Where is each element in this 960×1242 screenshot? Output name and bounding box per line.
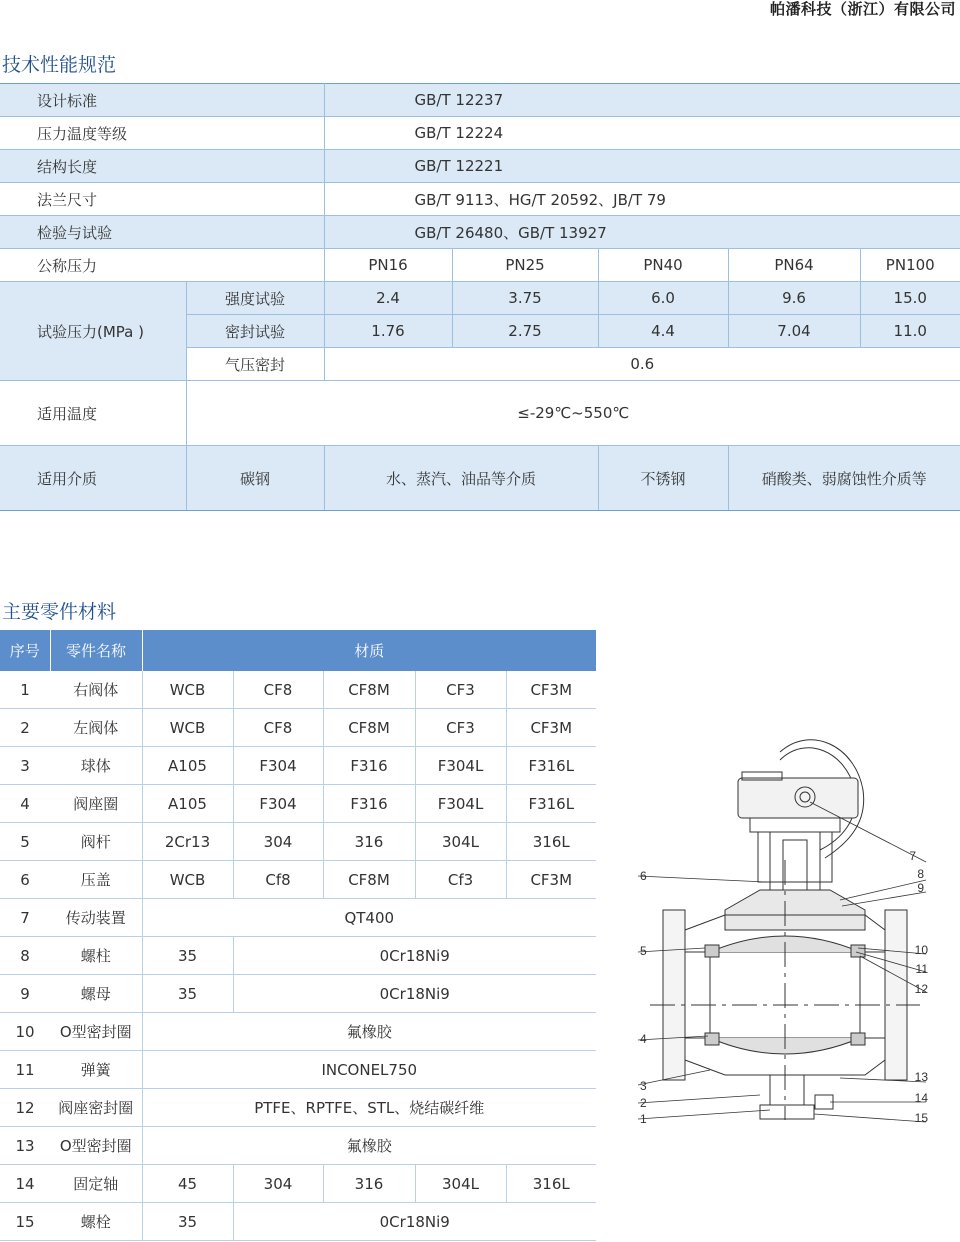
- callout-5: 5: [640, 944, 647, 958]
- part-material: 316: [323, 1165, 415, 1203]
- part-name: 固定轴: [50, 1165, 142, 1203]
- part-material: F304L: [415, 785, 506, 823]
- part-material: WCB: [142, 861, 233, 899]
- part-material: CF8M: [323, 671, 415, 709]
- ball-valve-diagram: [630, 740, 928, 1150]
- part-name: 传动装置: [50, 899, 142, 937]
- strength-label: 强度试验: [186, 282, 324, 315]
- strength-value: 6.0: [598, 282, 728, 315]
- callout-3: 3: [640, 1079, 647, 1093]
- callout-1: 1: [640, 1112, 647, 1126]
- part-material: WCB: [142, 671, 233, 709]
- part-name: 螺柱: [50, 937, 142, 975]
- part-no: 1: [0, 671, 50, 709]
- table-row: [0, 1127, 596, 1165]
- spec-value: GB/T 9113、HG/T 20592、JB/T 79: [324, 183, 960, 216]
- table-row: [0, 975, 596, 1013]
- part-name: 螺母: [50, 975, 142, 1013]
- part-material: 304L: [415, 1165, 506, 1203]
- table-row: [0, 1203, 596, 1241]
- spec-row: [0, 84, 960, 117]
- part-name: O型密封圈: [50, 1127, 142, 1165]
- spec-value: GB/T 26480、GB/T 13927: [324, 216, 960, 249]
- part-no: 8: [0, 937, 50, 975]
- carbon-steel: 碳钢: [186, 446, 324, 511]
- temperature-label: 适用温度: [0, 381, 186, 446]
- part-no: 7: [0, 899, 50, 937]
- table-row: [0, 709, 596, 747]
- test-pressure-label: 试验压力(MPa ): [0, 282, 186, 381]
- part-no: 6: [0, 861, 50, 899]
- part-material: A105: [142, 785, 233, 823]
- part-material: CF8M: [323, 709, 415, 747]
- part-material: 氟橡胶: [142, 1127, 596, 1165]
- strength-value: 15.0: [860, 282, 960, 315]
- strength-value: 9.6: [728, 282, 860, 315]
- part-material: INCONEL750: [142, 1051, 596, 1089]
- table-row: [0, 671, 596, 709]
- parts-section-title: 主要零件材料: [2, 601, 117, 623]
- part-material: CF3: [415, 671, 506, 709]
- seal-value: 11.0: [860, 315, 960, 348]
- part-material: CF3: [415, 709, 506, 747]
- medium-label: 适用介质: [0, 446, 186, 511]
- part-material: 316L: [506, 823, 596, 861]
- part-name: 阀杆: [50, 823, 142, 861]
- pressure-row: [0, 249, 960, 282]
- part-no: 14: [0, 1165, 50, 1203]
- part-material: QT400: [142, 899, 596, 937]
- part-material: Cf3: [415, 861, 506, 899]
- temperature-value: ≤-29℃~550℃: [186, 381, 960, 446]
- seal-value: 4.4: [598, 315, 728, 348]
- spec-value: GB/T 12224: [324, 117, 960, 150]
- part-material: 0Cr18Ni9: [233, 937, 596, 975]
- spec-label: 结构长度: [0, 150, 324, 183]
- part-material: CF8: [233, 709, 323, 747]
- callout-12: 12: [914, 982, 928, 996]
- header-no: 序号: [0, 630, 50, 671]
- part-material: CF3M: [506, 709, 596, 747]
- strength-value: 3.75: [452, 282, 598, 315]
- part-material: 35: [142, 937, 233, 975]
- part-material: 氟橡胶: [142, 1013, 596, 1051]
- part-no: 10: [0, 1013, 50, 1051]
- part-material: 304: [233, 823, 323, 861]
- part-no: 3: [0, 747, 50, 785]
- table-row: [0, 1089, 596, 1127]
- table-row: [0, 899, 596, 937]
- air-value: 0.6: [324, 348, 960, 381]
- callout-10: 10: [914, 943, 928, 957]
- part-no: 2: [0, 709, 50, 747]
- callout-6: 6: [640, 869, 647, 883]
- callout-9: 9: [917, 881, 924, 895]
- spec-row: [0, 183, 960, 216]
- spec-label: 法兰尺寸: [0, 183, 324, 216]
- spec-label: 设计标准: [0, 84, 324, 117]
- callout-7: 7: [909, 849, 916, 863]
- spec-value: GB/T 12237: [324, 84, 960, 117]
- seal-label: 密封试验: [186, 315, 324, 348]
- part-material: 45: [142, 1165, 233, 1203]
- part-material: 304L: [415, 823, 506, 861]
- part-no: 12: [0, 1089, 50, 1127]
- part-no: 15: [0, 1203, 50, 1241]
- spec-label: 压力温度等级: [0, 117, 324, 150]
- part-material: 0Cr18Ni9: [233, 975, 596, 1013]
- seal-value: 2.75: [452, 315, 598, 348]
- part-material: F316L: [506, 785, 596, 823]
- carbon-media: 水、蒸汽、油品等介质: [324, 446, 598, 511]
- callout-13: 13: [914, 1070, 928, 1084]
- part-material: 316L: [506, 1165, 596, 1203]
- air-label: 气压密封: [186, 348, 324, 381]
- part-material: 35: [142, 1203, 233, 1241]
- table-row: [0, 1051, 596, 1089]
- spec-row: [0, 117, 960, 150]
- part-no: 5: [0, 823, 50, 861]
- table-row: [0, 747, 596, 785]
- medium-row: [0, 446, 960, 511]
- part-material: F304: [233, 785, 323, 823]
- spec-table: [0, 83, 960, 511]
- stainless-steel: 不锈钢: [598, 446, 728, 511]
- part-material: 0Cr18Ni9: [233, 1203, 596, 1241]
- part-material: F304L: [415, 747, 506, 785]
- callout-8: 8: [917, 867, 924, 881]
- part-no: 4: [0, 785, 50, 823]
- part-material: PTFE、RPTFE、STL、烧结碳纤维: [142, 1089, 596, 1127]
- pressure-label: 公称压力: [0, 249, 324, 282]
- callout-11: 11: [915, 962, 928, 976]
- table-row: [0, 823, 596, 861]
- pressure-value: PN64: [728, 249, 860, 282]
- part-material: 304: [233, 1165, 323, 1203]
- table-row: [0, 1165, 596, 1203]
- part-name: 阀座密封圈: [50, 1089, 142, 1127]
- parts-table: [0, 630, 596, 1241]
- strength-row: [0, 282, 960, 315]
- part-name: 阀座圈: [50, 785, 142, 823]
- part-name: 螺栓: [50, 1203, 142, 1241]
- part-material: A105: [142, 747, 233, 785]
- part-name: 左阀体: [50, 709, 142, 747]
- part-material: 35: [142, 975, 233, 1013]
- part-material: CF8M: [323, 861, 415, 899]
- seal-value: 7.04: [728, 315, 860, 348]
- spec-value: GB/T 12221: [324, 150, 960, 183]
- pressure-value: PN40: [598, 249, 728, 282]
- part-material: F304: [233, 747, 323, 785]
- seal-value: 1.76: [324, 315, 452, 348]
- part-material: CF8: [233, 671, 323, 709]
- spec-section-title: 技术性能规范: [2, 54, 117, 76]
- table-row: [0, 861, 596, 899]
- table-row: [0, 1013, 596, 1051]
- part-material: F316L: [506, 747, 596, 785]
- part-name: 球体: [50, 747, 142, 785]
- part-material: WCB: [142, 709, 233, 747]
- part-name: 右阀体: [50, 671, 142, 709]
- part-material: CF3M: [506, 861, 596, 899]
- pressure-value: PN25: [452, 249, 598, 282]
- part-material: 316: [323, 823, 415, 861]
- callout-14: 14: [914, 1091, 928, 1105]
- temperature-row: [0, 381, 960, 446]
- part-material: F316: [323, 747, 415, 785]
- part-material: F316: [323, 785, 415, 823]
- table-row: [0, 937, 596, 975]
- table-row: [0, 785, 596, 823]
- header-name: 零件名称: [50, 630, 142, 671]
- callout-4: 4: [640, 1032, 647, 1046]
- spec-label: 检验与试验: [0, 216, 324, 249]
- header-material: 材质: [142, 630, 596, 671]
- part-material: CF3M: [506, 671, 596, 709]
- part-name: 弹簧: [50, 1051, 142, 1089]
- strength-value: 2.4: [324, 282, 452, 315]
- callout-15: 15: [914, 1111, 928, 1125]
- part-no: 11: [0, 1051, 50, 1089]
- spec-row: [0, 216, 960, 249]
- part-name: O型密封圈: [50, 1013, 142, 1051]
- pressure-value: PN100: [860, 249, 960, 282]
- part-no: 13: [0, 1127, 50, 1165]
- spec-row: [0, 150, 960, 183]
- part-no: 9: [0, 975, 50, 1013]
- part-name: 压盖: [50, 861, 142, 899]
- callout-2: 2: [640, 1096, 647, 1110]
- pressure-value: PN16: [324, 249, 452, 282]
- stainless-media: 硝酸类、弱腐蚀性介质等: [728, 446, 960, 511]
- part-material: 2Cr13: [142, 823, 233, 861]
- company-name: 帕潘科技（浙江）有限公司: [769, 0, 956, 18]
- part-material: Cf8: [233, 861, 323, 899]
